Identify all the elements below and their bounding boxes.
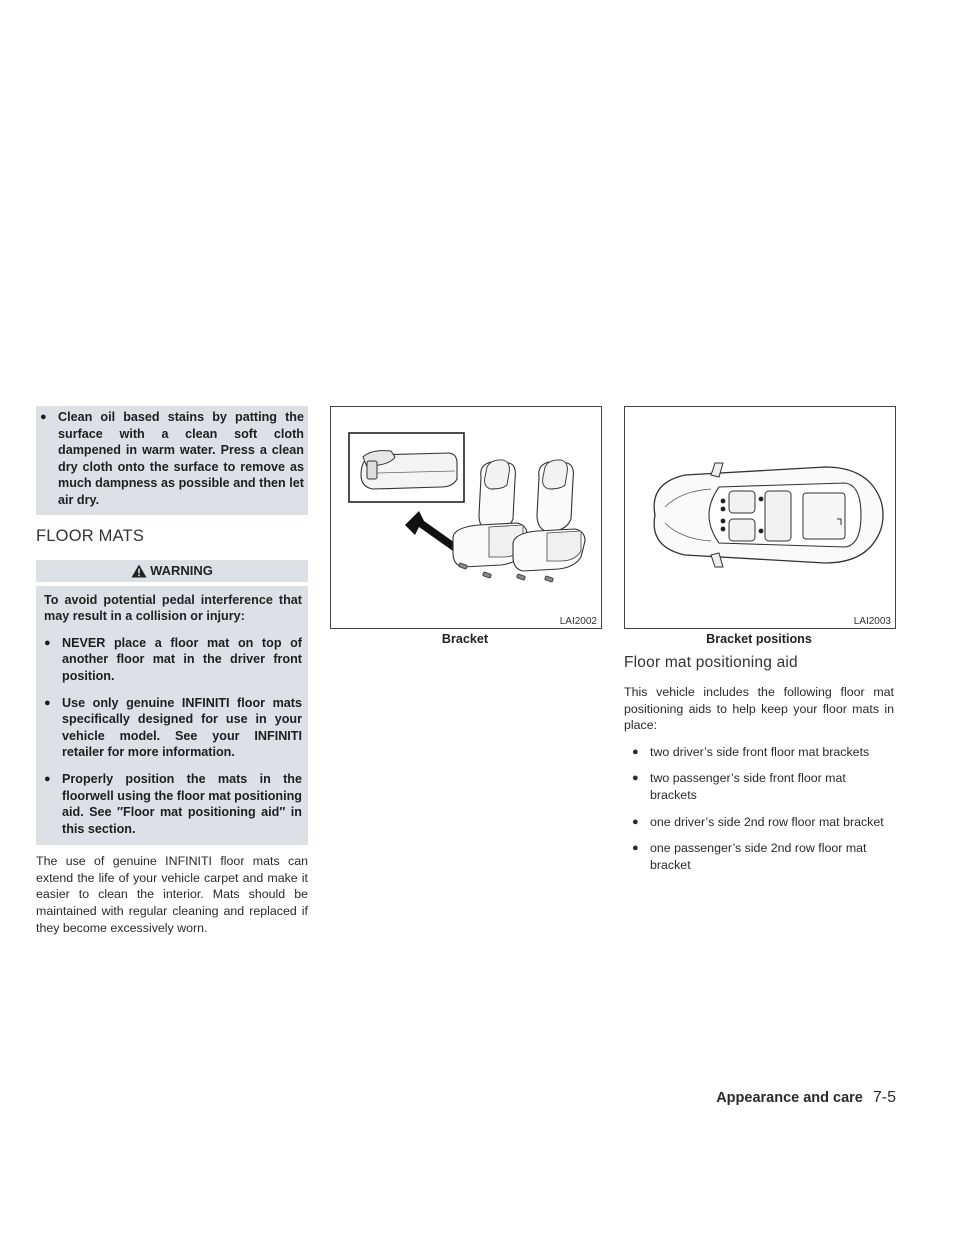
- list-item-text: two passenger’s side front floor mat brackets: [650, 771, 846, 802]
- body-paragraph: The use of genuine INFINITI floor mats can extend the life of your vehicle carpet and make it easier to clean the interior. Mats should be maintained with regular cleaning and replaced if they become excessively worn.: [36, 854, 308, 935]
- bullet-glyph: ●: [632, 842, 639, 855]
- left-column: [36, 406, 308, 936]
- bullet-glyph: ●: [632, 815, 639, 828]
- list-item-text: one passenger’s side 2nd row floor mat bracket: [650, 841, 867, 872]
- bullet-glyph: ●: [632, 772, 639, 785]
- section-title: FLOOR MATS: [36, 526, 145, 545]
- subsection-intro: This vehicle includes the following floor mat positioning aids to help keep your floor mats in place:: [624, 685, 894, 733]
- vehicle-topview-illustration: [625, 407, 895, 628]
- warning-intro: To avoid potential pedal interference that may result in a collision or injury:: [44, 592, 302, 624]
- warning-item-text: Properly position the mats in the floorwell using the floor mat positioning aid. See ″Floor mat positioning aid″ in this section.: [62, 771, 302, 836]
- warning-title: WARNING: [150, 563, 213, 579]
- warning-header: [36, 560, 308, 582]
- figure-code: LAI2002: [559, 616, 597, 627]
- page-number: 7-5: [872, 1089, 896, 1106]
- warning-item: [44, 695, 302, 761]
- bullet-glyph: ●: [40, 411, 47, 423]
- footer-section-name: Appearance and care: [716, 1090, 863, 1106]
- list-item: [632, 744, 894, 761]
- right-column: [624, 654, 894, 883]
- list-item: [632, 770, 894, 803]
- warning-body: [36, 586, 308, 846]
- figure-caption: Bracket positions: [706, 632, 812, 646]
- list-item: [632, 814, 894, 831]
- bullet-glyph: ●: [44, 636, 51, 649]
- warning-item-text: NEVER place a floor mat on top of another floor mat in the driver front position.: [62, 635, 302, 683]
- figure-caption: Bracket: [441, 632, 489, 646]
- figure-bracket: [330, 406, 602, 629]
- figure-bracket-positions: [624, 406, 896, 629]
- bullet-glyph: ●: [44, 696, 51, 709]
- warning-item-text: Use only genuine INFINITI floor mats specifically designed for use in your vehicle model. See your INFINITI retailer for more information.: [62, 695, 302, 760]
- positioning-aid-list: [624, 744, 894, 874]
- list-item-text: two driver’s side front floor mat brackets: [650, 744, 870, 759]
- warning-item: [44, 635, 302, 685]
- warning-icon: [131, 564, 147, 578]
- top-bullet: [40, 409, 304, 509]
- top-note-box: [36, 406, 308, 515]
- figure-code: LAI2003: [853, 616, 891, 627]
- list-item: [632, 840, 894, 873]
- page-footer: [716, 1089, 896, 1107]
- top-bullet-text: Clean oil based stains by patting the surface with a clean soft cloth dampened in warm water. Press a clean dry cloth onto the surface to remove as much dampness as possible and then let air dry.: [58, 410, 304, 507]
- seats-illustration: [331, 407, 601, 628]
- warning-item: [44, 771, 302, 837]
- list-item-text: one driver’s side 2nd row floor mat bracket: [650, 814, 884, 829]
- warning-box: [36, 560, 308, 846]
- bullet-glyph: ●: [44, 772, 51, 785]
- subsection-title: Floor mat positioning aid: [624, 654, 798, 671]
- bullet-glyph: ●: [632, 745, 639, 758]
